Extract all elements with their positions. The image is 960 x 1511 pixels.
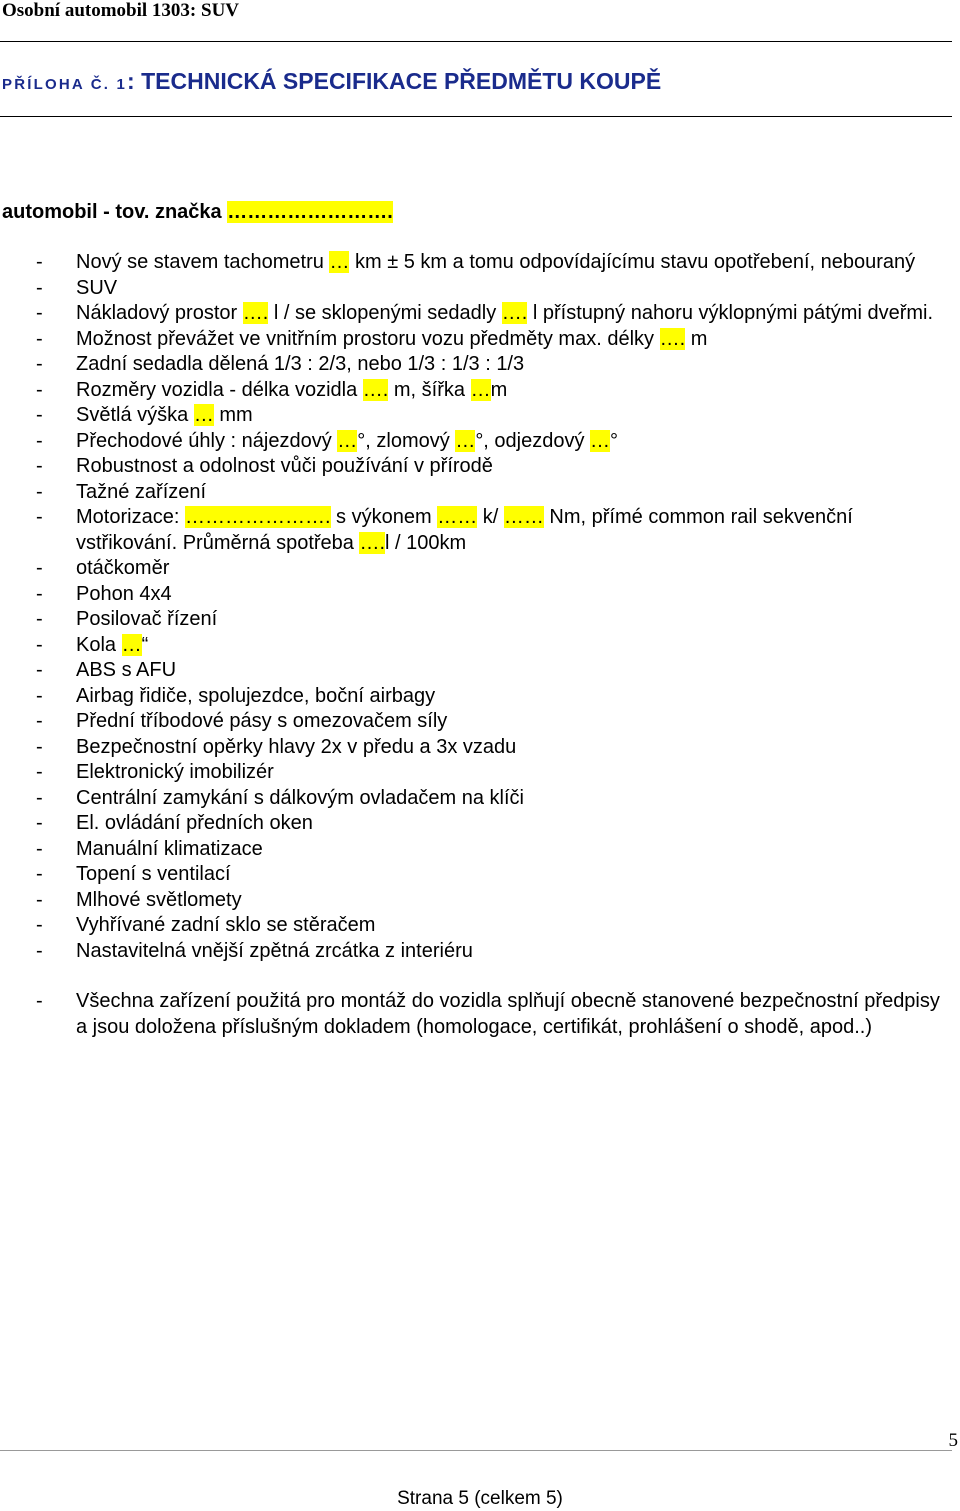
fill-in-blank: … [337,429,358,452]
spec-text: Robustnost a odolnost vůči používání v přírodě [76,455,493,477]
spec-text: l přístupný nahoru výklopnými pátými dveřmi. [527,302,934,324]
spec-text: Světlá výška [76,404,194,426]
spec-text: s výkonem [330,506,438,528]
spec-text: k/ [477,506,504,528]
spec-text: Topení s ventilací [76,863,231,885]
spec-item [36,454,948,480]
spec-text: Motorizace: [76,506,185,528]
spec-text: Bezpečnostní opěrky hlavy 2x v předu a 3x vzadu [76,735,517,758]
spec-text: Nový se stavem tachometru [76,251,330,273]
spec-item [36,505,948,556]
spec-item [36,658,948,684]
spec-text: Přechodové úhly : nájezdový [76,429,338,452]
spec-text: Rozměry vozidla - délka vozidla [76,378,363,401]
page-footer: Strana 5 (celkem 5) [397,1488,563,1509]
spec-item [36,989,948,1040]
fill-in-blank: …………………. [184,506,331,528]
fill-in-blank: … [590,429,611,452]
fill-in-blank: … [455,429,476,452]
spec-item [36,888,948,914]
spec-item [36,939,948,965]
spec-item [36,735,948,761]
fill-in-blank: …… [503,506,544,528]
spec-text: Nm, přímé common rail sekvenční vstřikování. Průměrná spotřeba [76,506,853,554]
spec-text: Vyhřívané zadní sklo se stěračem [76,914,376,936]
spec-text: Elektronický imobilizér [76,761,274,783]
fill-in-blank: … [329,251,350,273]
spec-text: Možnost převážet ve vnitřním prostoru vozu předměty max. délky [76,327,660,350]
fill-in-blank: …… [437,506,478,528]
spec-text: m [490,378,508,401]
annex-heading [2,66,661,100]
spec-item [36,352,948,378]
spec-text: Pohon 4x4 [76,582,172,605]
spec-text: Kola [76,633,122,656]
spec-text: Přední tříbodové pásy s omezovačem síly [76,710,448,732]
vehicle-brand-label: automobil - tov. značka [2,201,222,223]
header-rule [0,41,952,42]
spec-text: m [685,327,708,350]
annex-prefix: PŘÍLOHA Č. 1 [2,76,128,93]
fill-in-blank: …. [242,302,269,324]
spec-item [36,709,948,735]
spec-item [36,250,948,276]
spec-text: Mlhové světlomety [76,888,242,911]
spec-item [36,327,948,353]
spec-item [36,301,948,327]
fill-in-blank: …. [359,531,386,554]
spec-item [36,684,948,710]
spec-text: otáčkoměr [76,557,170,579]
vehicle-brand-line [2,200,393,224]
fill-in-blank: …. [659,327,686,350]
annex-title: TECHNICKÁ SPECIFIKACE PŘEDMĚTU KOUPĚ [141,68,662,94]
footer-rule [0,1450,952,1451]
spec-text: l / se sklopenými sedadly [268,302,502,324]
spec-text: Centrální zamykání s dálkovým ovladačem na klíči [76,786,524,809]
spec-text: ° [610,429,619,452]
spec-item [36,556,948,582]
document-header-title: Osobní automobil 1303: SUV [2,0,240,21]
page-number-corner: 5 [948,1430,958,1451]
spec-text: SUV [76,276,118,299]
spec-text: Zadní sedadla dělená 1/3 : 2/3, nebo 1/3 : 1/3 : 1/3 [76,353,525,375]
spec-item [36,786,948,812]
spec-text: “ [141,633,149,656]
spec-item [36,403,948,429]
spec-item [36,480,948,506]
spec-text: ABS s AFU [76,659,177,681]
spec-text: Nastavitelná vnější zpětná zrcátka z interiéru [76,939,473,962]
spec-text: Airbag řidiče, spolujezdce, boční airbagy [76,684,436,707]
spec-text: Tažné zařízení [76,480,207,503]
fill-in-blank: …. [501,302,528,324]
spec-item [36,378,948,404]
spec-text: Nákladový prostor [76,302,243,324]
spec-text: El. ovládání předních oken [76,812,313,834]
spec-text: Manuální klimatizace [76,837,263,860]
spec-item [36,837,948,863]
fill-in-blank: …. [362,378,389,401]
spec-text: Posilovač řízení [76,608,218,630]
fill-in-blank: … [470,378,491,401]
spec-item [36,582,948,608]
spec-item [36,633,948,659]
spec-item [36,913,948,939]
spec-text: °, zlomový [357,429,456,452]
spec-item [36,862,948,888]
spec-item [36,811,948,837]
spec-text: Všechna zařízení použitá pro montáž do vozidla splňují obecně stanovené bezpečnostní předpisy a jsou doložena příslušným dokladem (homologace, certifikát, prohlášení o shodě, apod..) [76,990,940,1038]
fill-in-blank: … [193,404,214,426]
spec-item [36,429,948,455]
vehicle-brand-blank: ……………………. [227,201,393,223]
spec-text: l / 100km [385,531,467,554]
spec-item [36,607,948,633]
spec-text: km ± 5 km a tomu odpovídajícímu stavu opotřebení, nebouraný [349,251,916,273]
specification-list [36,250,948,1040]
spec-text: mm [213,404,253,426]
spec-item [36,276,948,302]
annex-colon: : [127,68,135,94]
spec-text: m, šířka [388,378,471,401]
annex-rule [0,116,952,117]
spec-text: °, odjezdový [475,429,591,452]
fill-in-blank: … [121,633,142,656]
spec-item [36,760,948,786]
